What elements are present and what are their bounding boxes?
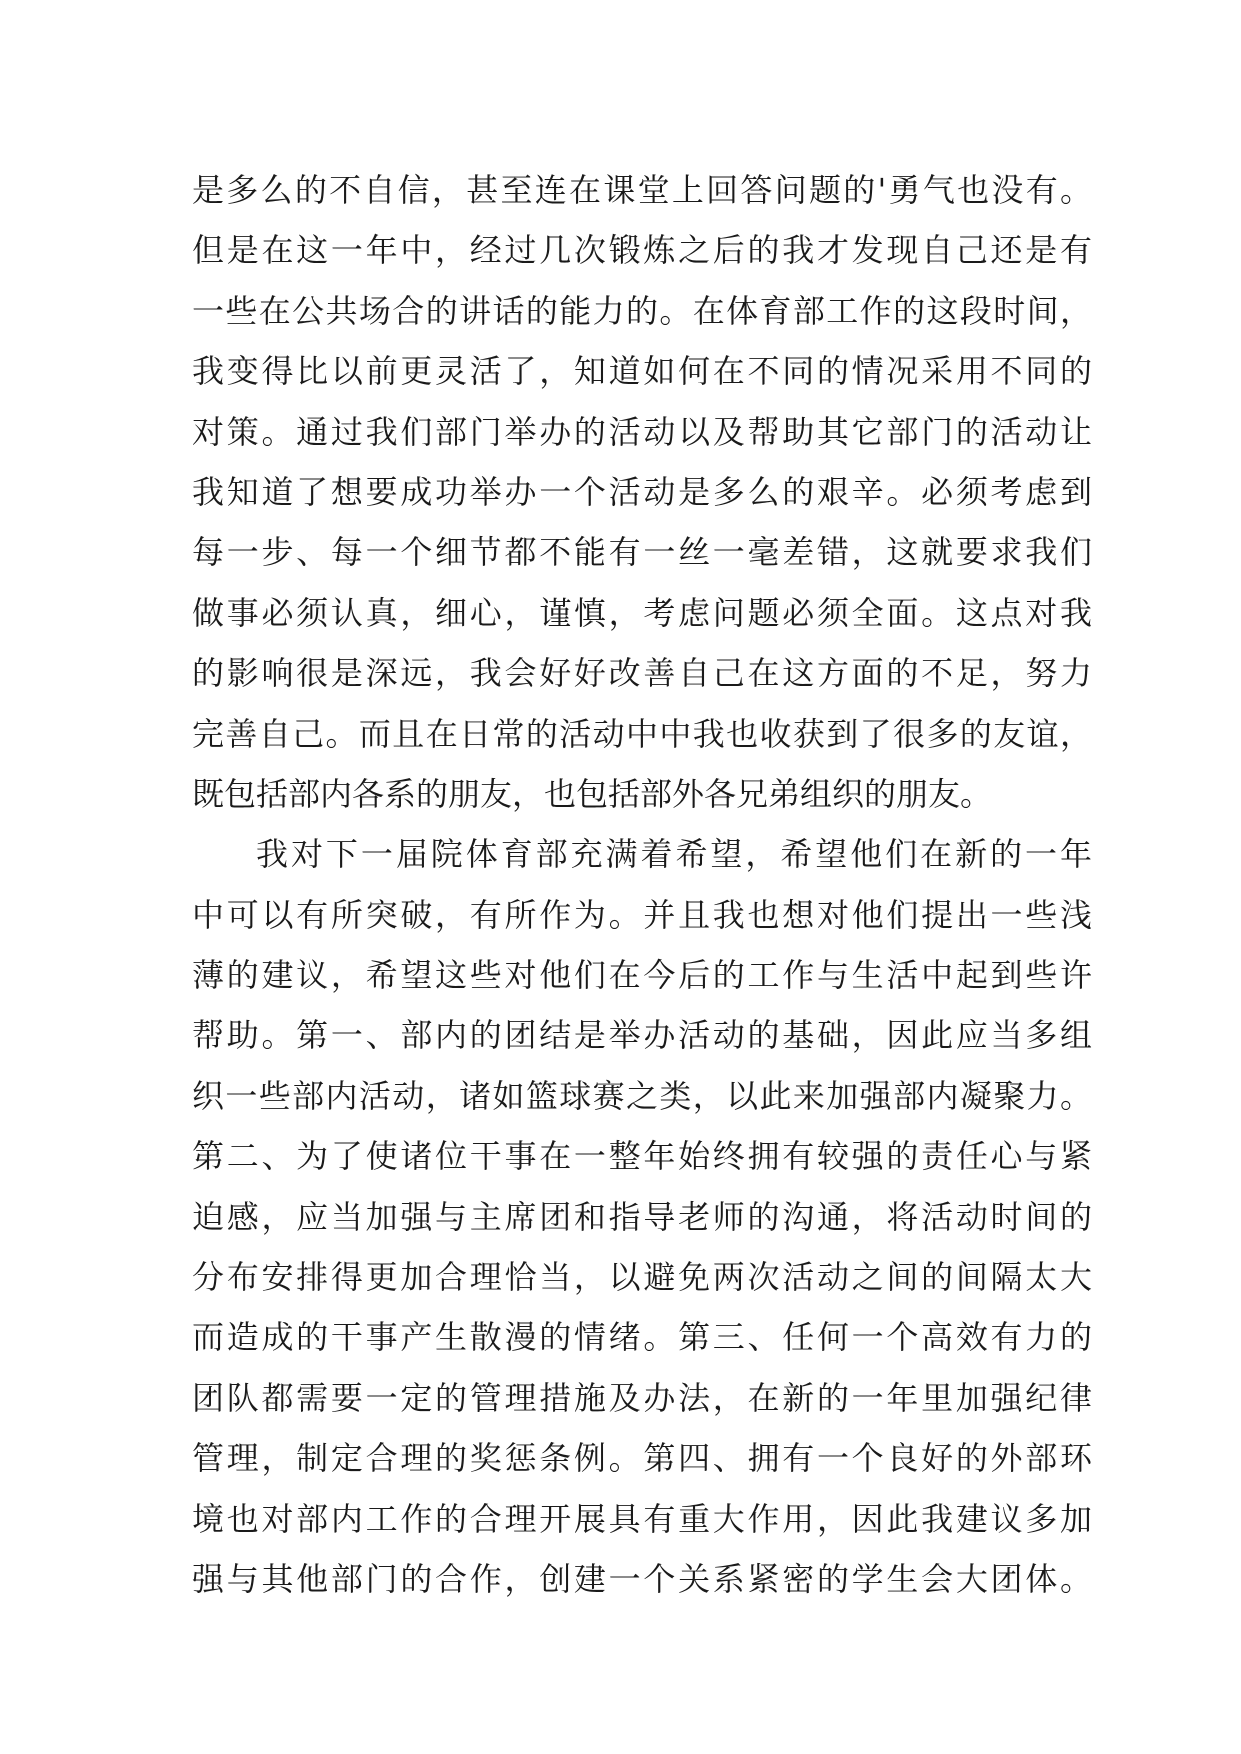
text-line: 既包括部内各系的朋友，也包括部外各兄弟组织的朋友。: [192, 774, 993, 813]
text-line: 境也对部内工作的合理开展具有重大作用，因此我建议多加: [192, 1499, 1092, 1538]
text-line: 帮助。第一、部内的团结是举办活动的基础，因此应当多组: [192, 1016, 1092, 1055]
text-line: 是多么的不自信，甚至连在课堂上回答问题的'勇气也没有。: [192, 171, 1092, 209]
text-line: 我变得比以前更灵活了，知道如何在不同的情况采用不同的: [192, 352, 1092, 391]
document-body: [192, 160, 1092, 1609]
text-line: 管理，制定合理的奖惩条例。第四、拥有一个良好的外部环: [192, 1439, 1092, 1478]
text-line: 我知道了想要成功举办一个活动是多么的艰辛。必须考虑到: [192, 472, 1092, 511]
text-line: 团队都需要一定的管理措施及办法，在新的一年里加强纪律: [192, 1378, 1092, 1417]
text-line: 强与其他部门的合作，创建一个关系紧密的学生会大团体。: [192, 1559, 1092, 1598]
text-line: 织一些部内活动，诸如篮球赛之类，以此来加强部内凝聚力。: [192, 1076, 1092, 1115]
text-line: 对策。通过我们部门举办的活动以及帮助其它部门的活动让: [192, 412, 1092, 451]
text-line: 一些在公共场合的讲话的能力的。在体育部工作的这段时间，: [192, 291, 1092, 330]
text-line: 做事必须认真，细心，谨慎，考虑问题必须全面。这点对我: [192, 593, 1092, 632]
text-line: 而造成的干事产生散漫的情绪。第三、任何一个高效有力的: [192, 1318, 1092, 1357]
text-line: 第二、为了使诸位干事在一整年始终拥有较强的责任心与紧: [192, 1137, 1092, 1176]
text-line: 中可以有所突破，有所作为。并且我也想对他们提出一些浅: [192, 895, 1092, 934]
text-line: 薄的建议，希望这些对他们在今后的工作与生活中起到些许: [192, 956, 1092, 995]
text-line: 每一步、每一个细节都不能有一丝一毫差错，这就要求我们: [192, 533, 1092, 572]
text-line: 完善自己。而且在日常的活动中中我也收获到了很多的友谊，: [192, 714, 1092, 753]
text-line: 迫感，应当加强与主席团和指导老师的沟通，将活动时间的: [192, 1197, 1092, 1236]
text-line: 但是在这一年中，经过几次锻炼之后的我才发现自己还是有: [192, 231, 1092, 270]
text-line: 的影响很是深远，我会好好改善自己在这方面的不足，努力: [192, 654, 1092, 693]
paragraph-first-line: 我对下一届院体育部充满着希望，希望他们在新的一年: [256, 835, 1092, 874]
text-line: 分布安排得更加合理恰当，以避免两次活动之间的间隔太大: [192, 1258, 1092, 1297]
